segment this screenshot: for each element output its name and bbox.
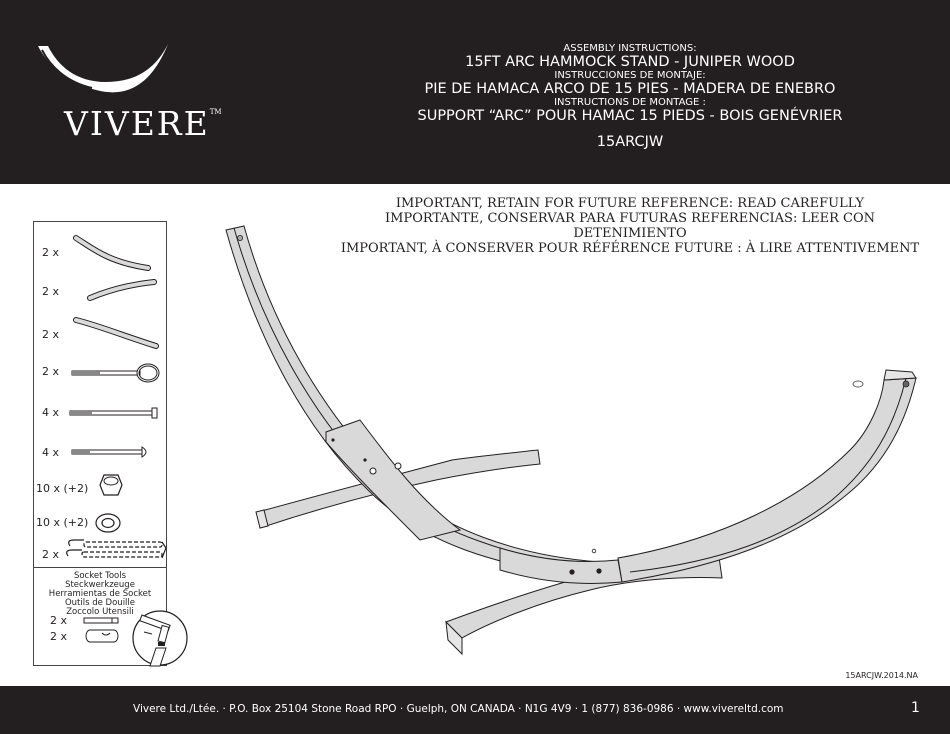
part-qty: 2 x [42, 365, 60, 378]
hex-nut-icon [98, 472, 124, 498]
vivere-logo-swoosh-icon [36, 42, 171, 102]
page-number: 1 [911, 700, 920, 716]
notice-en: IMPORTANT, RETAIN FOR FUTURE REFERENCE: READ CAREFULLY [395, 196, 865, 211]
footer-bar [0, 686, 950, 734]
socket-usage-detail-icon [130, 608, 190, 668]
title-es: PIE DE HAMACA ARCO DE 15 PIES - MADERA DE ENEBRO [424, 81, 836, 97]
tommy-bar-icon [82, 616, 122, 626]
model-code: 15ARCJW [596, 134, 664, 150]
tools-title-de: Steckwerkzeuge [65, 580, 135, 590]
tools-title-en: Socket Tools [73, 571, 127, 581]
tool-qty: 2 x [50, 630, 68, 643]
part-qty: 10 x (+2) [36, 516, 89, 529]
title-fr-label: INSTRUCTIONS DE MONTAGE : [554, 97, 706, 108]
curved-arc-lower-icon [72, 314, 162, 354]
document-code: 15ARCJW.2014.NA [845, 671, 918, 680]
tools-title-fr: Outils de Douille [64, 598, 136, 608]
assembled-stand-drawing [200, 210, 940, 670]
title-en: 15FT ARC HAMMOCK STAND - JUNIPER WOOD [465, 54, 795, 70]
company-address: Vivere Ltd./Ltée. · P.O. Box 25104 Stone Road RPO · Guelph, ON CANADA · N1G 4V9 · 1 (877) 836-0986 · www.vivereltd.com [133, 703, 784, 715]
title-en-label: ASSEMBLY INSTRUCTIONS: [563, 43, 697, 54]
title-es-label: INSTRUCCIONES DE MONTAJE: [554, 70, 706, 81]
carriage-bolt-icon [70, 444, 150, 460]
title-fr: SUPPORT “ARC” POUR HAMAC 15 PIEDS - BOIS GENÉVRIER [417, 108, 843, 124]
vivere-logo-text: VIVERE™ [64, 104, 222, 143]
tools-title-it: Zoccolo Utensili [66, 607, 134, 617]
part-qty: 2 x [42, 246, 60, 259]
part-qty: 4 x [42, 446, 60, 459]
header-banner [0, 0, 950, 184]
notice-es: IMPORTANTE, CONSERVAR PARA FUTURAS REFERENCIAS: LEER CON DETENIMIENTO [385, 211, 875, 241]
parts-list-panel [33, 221, 167, 666]
tool-qty: 2 x [50, 614, 68, 627]
curved-base-icon [86, 274, 158, 304]
title-block [405, 43, 855, 150]
eye-bolt-icon [70, 360, 162, 388]
socket-tube-icon [84, 628, 124, 644]
hex-bolt-icon [68, 406, 160, 420]
part-qty: 2 x [42, 328, 60, 341]
curved-arc-upper-icon [72, 232, 156, 274]
chain-with-hook-icon [64, 538, 168, 566]
washer-icon [94, 512, 122, 534]
part-qty: 10 x (+2) [36, 482, 89, 495]
tools-title-es: Herramientas de Socket [48, 589, 152, 599]
notice-fr: IMPORTANT, À CONSERVER POUR RÉFÉRENCE FUTURE : À LIRE ATTENTIVEMENT [340, 241, 920, 256]
part-qty: 4 x [42, 406, 60, 419]
part-qty: 2 x [42, 548, 60, 561]
part-qty: 2 x [42, 285, 60, 298]
parts-divider [34, 567, 166, 568]
